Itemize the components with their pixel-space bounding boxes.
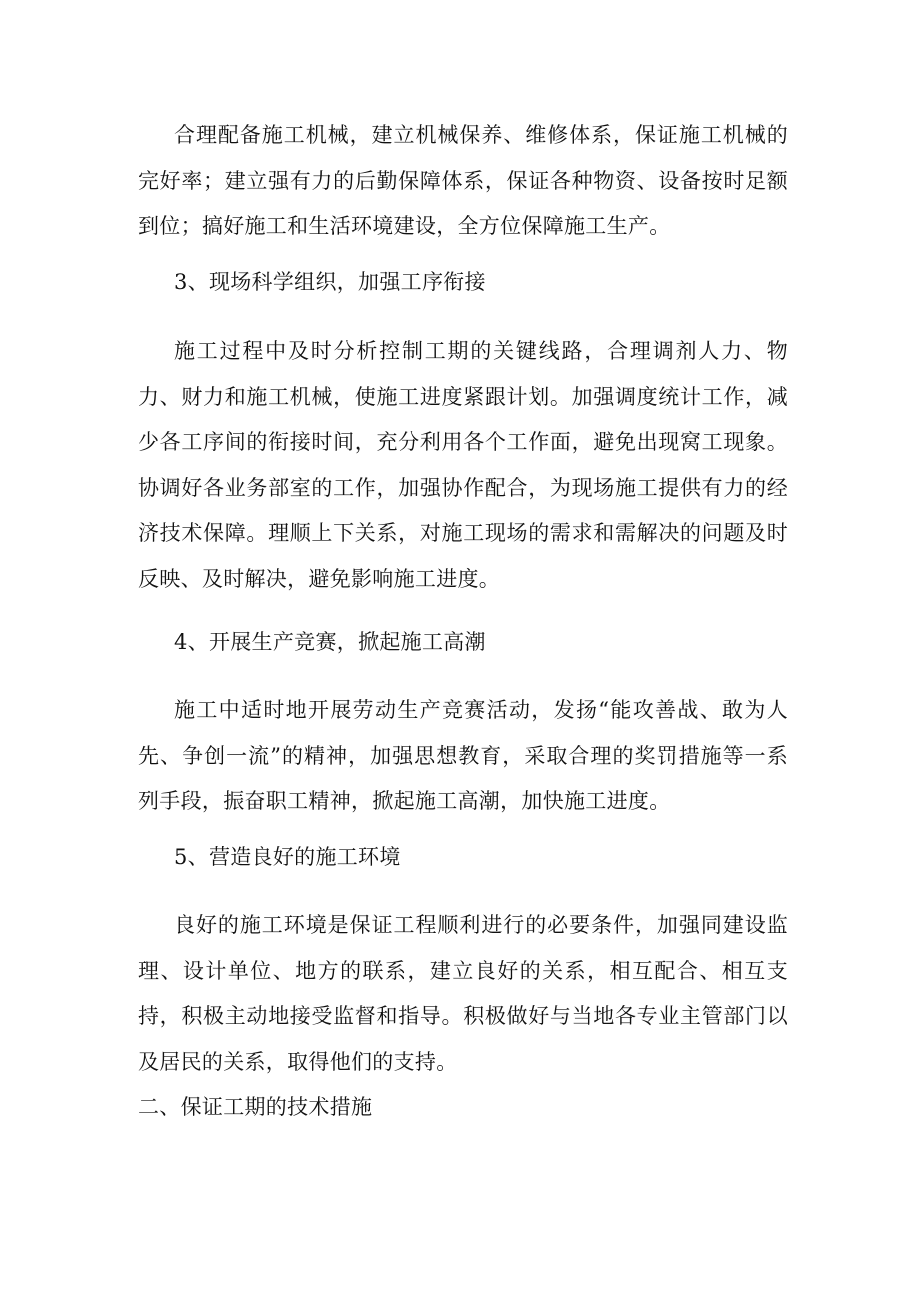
paragraph-critical-path-coordination: 施工过程中及时分析控制工期的关键线路，合理调剂人力、物力、财力和施工机械，使施工进度紧跟计划。加强调度统计工作，减少各工序间的衔接时间，充分利用各个工作面，避免出现窝工现象。协调好各业务部室的工作，加强协作配合，为现场施工提供有力的经济技术保障。理顺上下关系，对施工现场的需求和需解决的问题及时反映、及时解决，避免影响施工进度。 — [138, 339, 788, 591]
paragraph-labor-competition: 施工中适时地开展劳动生产竞赛活动，发扬“能攻善战、敢为人先、争创一流”的精神，加强思想教育，采取合理的奖罚措施等一系列手段，振奋职工精神，掀起施工高潮，加快施工进度。 — [138, 698, 788, 814]
heading-construction-environment: 5、营造良好的施工环境 — [174, 845, 401, 869]
section-heading-technical-measures: 二、保证工期的技术措施 — [138, 1095, 373, 1119]
heading-site-organization: 3、现场科学组织，加强工序衔接 — [174, 270, 486, 294]
paragraph-machinery-logistics: 合理配备施工机械，建立机械保养、维修体系，保证施工机械的完好率；建立强有力的后勤保障体系，保证各种物资、设备按时足额到位；搞好施工和生活环境建设，全方位保障施工生产。 — [138, 123, 788, 239]
paragraph-environment-relations: 良好的施工环境是保证工程顺利进行的必要条件，加强同建设监理、设计单位、地方的联系，建立良好的关系，相互配合、相互支持，积极主动地接受监督和指导。积极做好与当地各专业主管部门以及居民的关系，取得他们的支持。 — [138, 913, 788, 1074]
heading-production-competition: 4、开展生产竞赛，掀起施工高潮 — [174, 630, 486, 654]
